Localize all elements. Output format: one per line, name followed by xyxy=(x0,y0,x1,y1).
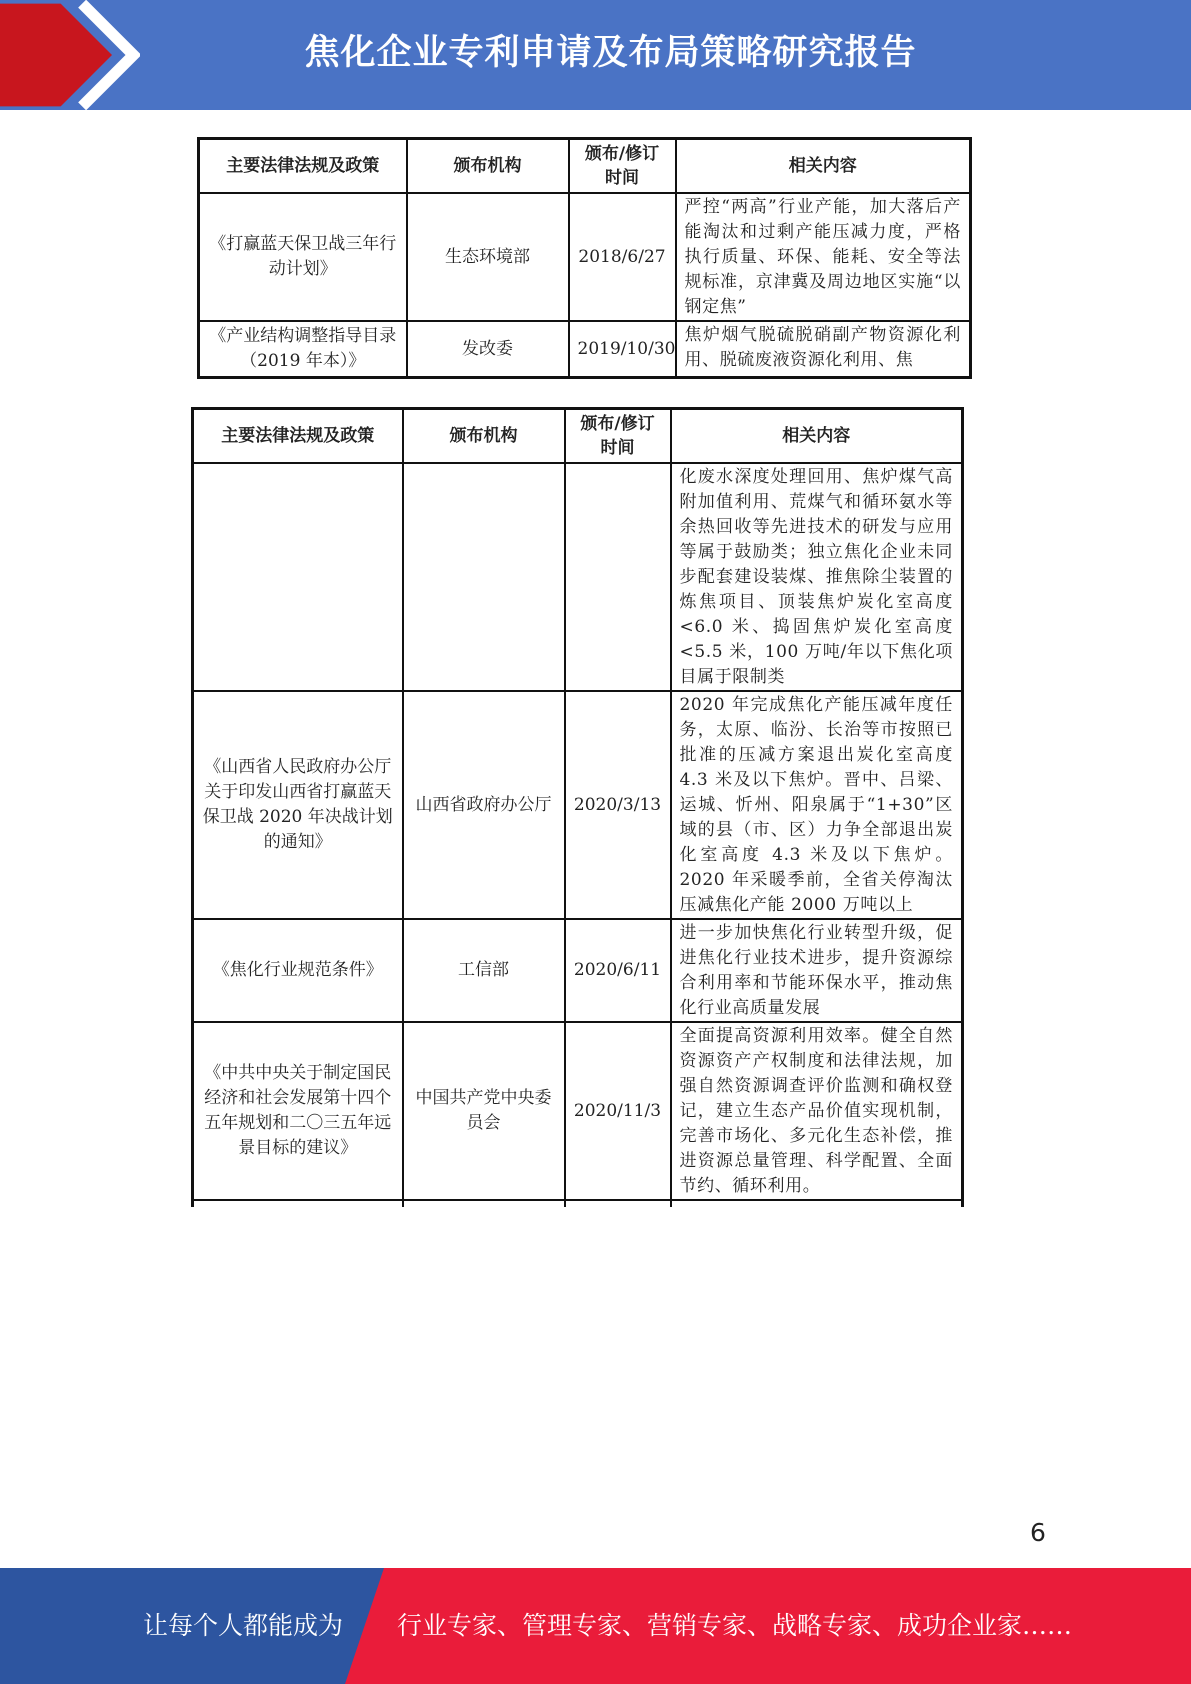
cell-policy: 《中共中央关于制定国民经济和社会发展第十四个五年规划和二〇三五年远景目标的建议》 xyxy=(193,1022,403,1200)
table-row-cut xyxy=(193,1200,963,1207)
table-row xyxy=(193,1022,963,1200)
table-header-row xyxy=(199,139,971,194)
cell-date: 2019/10/30 xyxy=(569,321,676,378)
cell-date: 2020/3/13 xyxy=(565,691,671,919)
table-row xyxy=(193,691,963,919)
page-footer xyxy=(0,1568,1191,1684)
cell-content: 焦炉烟气脱硫脱硝副产物资源化利用、脱硫废液资源化利用、焦 xyxy=(676,321,971,378)
policy-table-continued xyxy=(191,407,964,1207)
cell-policy: 《打赢蓝天保卫战三年行动计划》 xyxy=(199,193,407,321)
header-policy: 主要法律法规及政策 xyxy=(193,409,403,464)
cell-agency: 生态环境部 xyxy=(407,193,569,321)
table-row xyxy=(199,321,971,378)
footer-slogan-left: 让每个人都能成为 xyxy=(143,1611,344,1640)
cell-content: 全面提高资源利用效率。健全自然资源资产产权制度和法律法规，加强自然资源调查评价监测和确权登记，建立生态产品价值实现机制，完善市场化、多元化生态补偿，推进资源总量管理、科学配置、全面节约、循环利用。 xyxy=(671,1022,963,1200)
cell-policy: 《产业结构调整指导目录（2019 年本）》 xyxy=(199,321,407,378)
page-number: 6 xyxy=(1030,1518,1046,1547)
cell-date: 2020/11/3 xyxy=(565,1022,671,1200)
cell-agency: 发改委 xyxy=(407,321,569,378)
footer-slogan-right: 行业专家、管理专家、营销专家、战略专家、成功企业家…… xyxy=(397,1611,1073,1640)
header-content: 相关内容 xyxy=(671,409,963,464)
header-date: 颁布/修订 时间 xyxy=(565,409,671,464)
policy-table-top xyxy=(197,137,972,379)
cell-content: 化废水深度处理回用、焦炉煤气高附加值利用、荒煤气和循环氨水等余热回收等先进技术的研发与应用等属于鼓励类；独立焦化企业未同步配套建设装煤、推焦除尘装置的炼焦项目、顶装焦炉炭化室高度<6.0 米、捣固焦炉炭化室高度<5.5 米，100 万吨/年以下焦化项目属于限制类 xyxy=(671,463,963,691)
cell-date xyxy=(565,463,671,691)
cell-policy xyxy=(193,463,403,691)
page-header xyxy=(0,0,1191,110)
header-date: 颁布/修订 时间 xyxy=(569,139,676,194)
header-agency: 颁布机构 xyxy=(403,409,565,464)
table-row xyxy=(193,919,963,1022)
header-content: 相关内容 xyxy=(676,139,971,194)
header-policy: 主要法律法规及政策 xyxy=(199,139,407,194)
cell-agency: 中国共产党中央委员会 xyxy=(403,1022,565,1200)
cell-content: 严控“两高”行业产能，加大落后产能淘汰和过剩产能压减力度，严格执行质量、环保、能耗、安全等法规标准，京津冀及周边地区实施“以钢定焦” xyxy=(676,193,971,321)
header-agency: 颁布机构 xyxy=(407,139,569,194)
cell-date: 2020/6/11 xyxy=(565,919,671,1022)
report-title: 焦化企业专利申请及布局策略研究报告 xyxy=(304,33,917,73)
cell-agency xyxy=(403,463,565,691)
cell-agency: 工信部 xyxy=(403,919,565,1022)
cell-agency: 山西省政府办公厅 xyxy=(403,691,565,919)
cell-content: 2020 年完成焦化产能压减年度任务，太原、临汾、长治等市按照已批准的压减方案退出炭化室高度 4.3 米及以下焦炉。晋中、吕梁、运城、忻州、阳泉属于“1+30”区域的县（市、区）力争全部退出炭化室高度 4.3 米及以下焦炉。2020 年采暖季前，全省关停淘汰压减焦化产能 2000 万吨以上 xyxy=(671,691,963,919)
table-row xyxy=(193,463,963,691)
cell-policy: 《焦化行业规范条件》 xyxy=(193,919,403,1022)
table-header-row xyxy=(193,409,963,464)
cell-date: 2018/6/27 xyxy=(569,193,676,321)
cell-content: 进一步加快焦化行业转型升级，促进焦化行业技术进步，提升资源综合利用率和节能环保水平，推动焦化行业高质量发展 xyxy=(671,919,963,1022)
table-row xyxy=(199,193,971,321)
cell-policy: 《山西省人民政府办公厅关于印发山西省打赢蓝天保卫战 2020 年决战计划的通知》 xyxy=(193,691,403,919)
